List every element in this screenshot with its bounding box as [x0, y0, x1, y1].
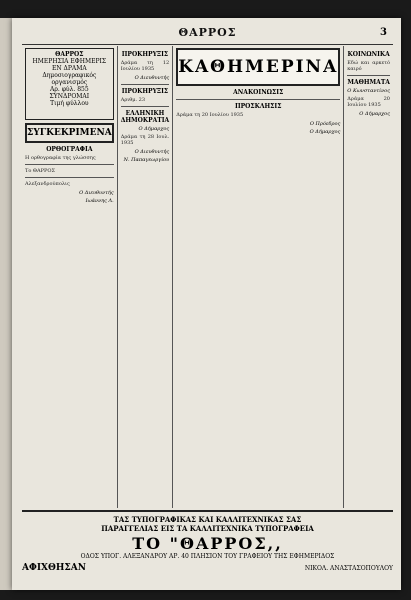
- page-header: [22, 20, 393, 45]
- article-snippet: Αριθμ. 23: [120, 97, 146, 103]
- article-snippet: Το ΘΑΡΡΟΣ: [25, 168, 56, 174]
- masthead-line: Τιμή φύλλου: [50, 100, 89, 107]
- section-heading: ΠΡΟΣΚΛΗΣΙΣ: [235, 103, 282, 110]
- article-snippet: Δράμα τη 28 Ιουλ. 1935: [120, 134, 170, 146]
- signature: Ο Διευθυντής: [134, 75, 170, 81]
- divider: [25, 177, 114, 178]
- advert-bottom: [22, 563, 393, 573]
- divider: [176, 99, 340, 100]
- divider: [121, 106, 170, 107]
- page-number: 3: [380, 26, 387, 38]
- signature: Ο Διευθυντής: [134, 149, 170, 155]
- section-heading: ΕΛΛΗΝΙΚΗ ΔΗΜΟΚΡΑΤΙΑ: [120, 110, 170, 124]
- advert-line-1: ΤΑΣ ΤΥΠΟΓΡΑΦΙΚΑΣ ΚΑΙ ΚΑΛΛΙΤΕΧΝΙΚΑΣ ΣΑΣ: [113, 515, 302, 524]
- signature: Ο Δήμαρχος: [138, 126, 170, 132]
- signature: Ο Πρόεδρος: [309, 121, 341, 127]
- advert-address: ΟΔΟΣ ΥΠΟΓ. ΑΛΕΞΑΝΔΡΟΥ ΑΡ. 40 ΠΛΗΣΙΟΝ ΤΟΥ ΓΡΑΦΕΙΟΥ ΤΗΣ ΕΦΗΜΕΡΙΔΟΣ: [80, 553, 335, 560]
- advertiser-name: ΝΙΚΟΛ. ΑΝΑΣΤΑΣΟΠΟΥΛΟΥ: [304, 564, 393, 572]
- footer-advert: [22, 510, 393, 588]
- section-heading: ΜΑΘΗΜΑΤΑ: [347, 79, 390, 86]
- masthead-title: ΘΑΡΡΟΣ: [55, 51, 84, 58]
- column-2: [118, 46, 174, 508]
- masthead-box: [25, 48, 114, 120]
- kathimerina-banner: ΚΑΘΗΜΕΡΙΝΑ: [176, 48, 340, 86]
- article-snippet: Εδώ και αρκετό καιρό: [347, 60, 390, 72]
- signature: Ιωάννης Λ.: [85, 198, 114, 204]
- column-4: [344, 46, 393, 508]
- masthead-line: ΕΝ ΔΡΑΜΑ: [51, 65, 87, 72]
- signature: Ο Διευθυντής: [79, 190, 114, 196]
- masthead-line: ΗΜΕΡΗΣΙΑ ΕΦΗΜΕΡΙΣ: [32, 58, 107, 65]
- masthead-line: ΣΥΝΔΡΟΜΑΙ: [49, 93, 90, 100]
- divider: [121, 84, 170, 85]
- article-snippet: Η ορθογραφία της γλώσσης: [25, 155, 96, 161]
- arrivals-label: ΑΦΙΧΘΗΣΑΝ: [22, 563, 86, 573]
- section-banner: ΣΥΓΚΕΚΡΙΜΕΝΑ: [25, 123, 114, 143]
- section-heading: ΑΝΑΚΟΙΝΩΣΙΣ: [233, 89, 284, 96]
- masthead-line: Αρ. φύλ. 855: [50, 86, 89, 93]
- article-snippet: Δράμα τη 12 Ιουλίου 1935: [120, 60, 170, 72]
- divider: [25, 164, 114, 165]
- masthead-line: Δημοσιογραφικός οργανισμός: [42, 72, 97, 86]
- advert-line-2: ΠΑΡΑΓΓΕΛΙΑΣ ΕΙΣ ΤΑ ΚΑΛΛΙΤΕΧΝΙΚΑ ΤΥΠΟΓΡΑΦΕΙΑ: [101, 524, 314, 533]
- column-1: [22, 46, 118, 508]
- section-heading: ΟΡΘΟΓΡΑΦΙΑ: [46, 146, 93, 153]
- section-heading: ΚΟΙΝΩΝΙΚΑ: [347, 51, 390, 58]
- divider: [347, 75, 390, 76]
- signature: Ο Δήμαρχος: [309, 129, 341, 135]
- newspaper-page: [12, 18, 401, 590]
- signature: Ο Κωνσταντίνος: [347, 88, 390, 94]
- advert-brand: ΤΟ "ΘΑΡΡΟΣ,,: [132, 534, 283, 553]
- signature: Ο Δήμαρχος: [359, 111, 390, 117]
- page-spine: [0, 18, 12, 590]
- columns: [22, 46, 393, 508]
- section-heading: ΠΡΟΚΗΡΥΞΙΣ: [121, 88, 169, 95]
- newspaper-title: ΘΑΡΡΟΣ: [178, 25, 237, 39]
- column-3: [173, 46, 344, 508]
- section-heading: ΠΡΟΚΗΡΥΞΙΣ: [121, 51, 169, 58]
- article-snippet: Αλεξανδρούπολις: [25, 181, 70, 187]
- article-snippet: Δράμα 20 Ιουλίου 1935: [347, 96, 390, 108]
- signature: Ν. Παπαγεωργίου: [123, 157, 170, 163]
- article-snippet: Δράμα τη 20 Ιουλίου 1935: [176, 112, 244, 118]
